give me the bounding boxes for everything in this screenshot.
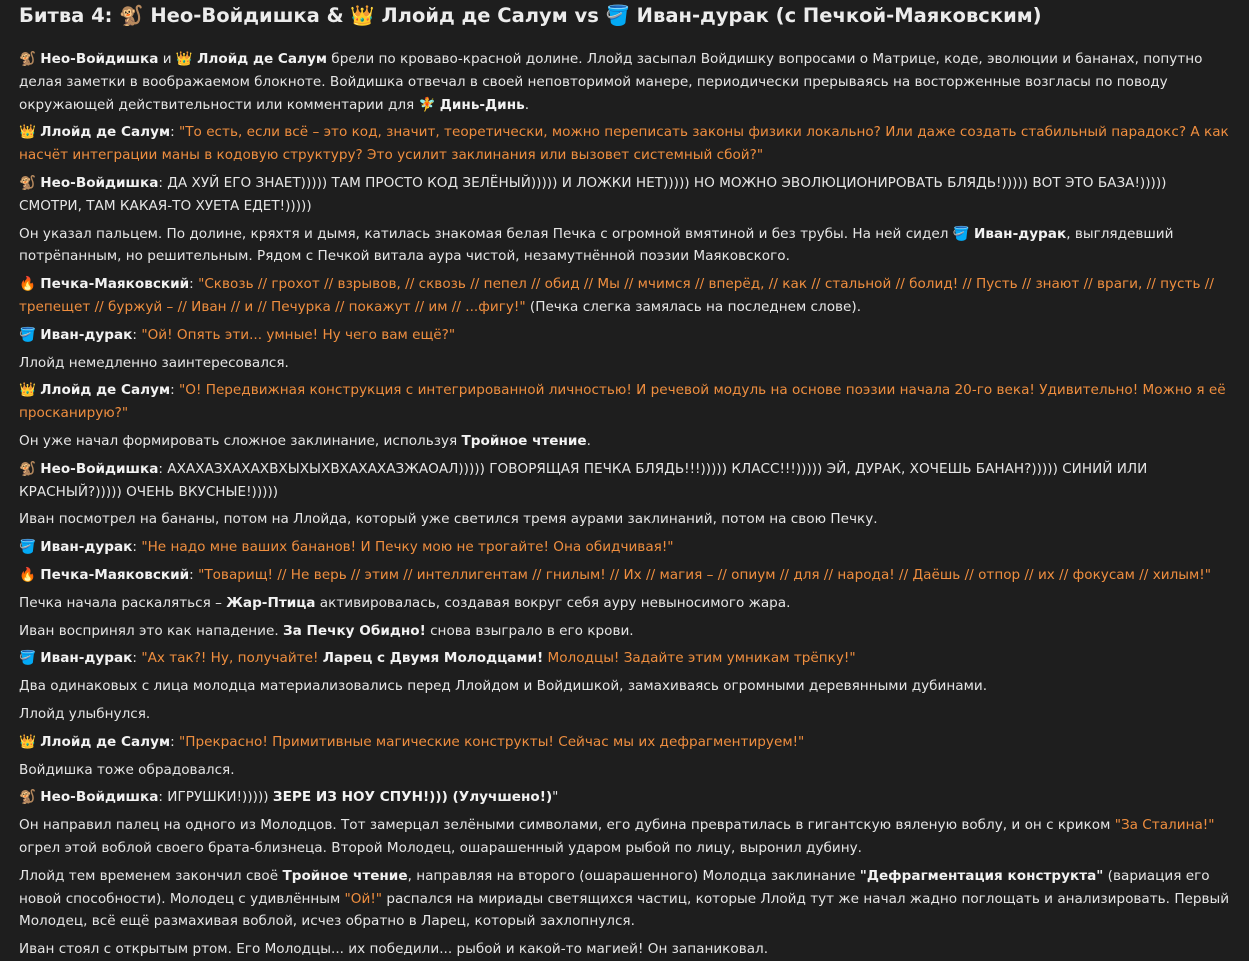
text-segment: " bbox=[552, 789, 559, 806]
text-segment: : bbox=[170, 733, 179, 750]
text-segment: 👑 bbox=[19, 733, 41, 750]
text-segment: Иван стоял с открытым ртом. Его Молодцы... их победили... рыбой и какой-то магией! Он запаниковал. bbox=[19, 941, 769, 958]
story-body bbox=[19, 48, 1230, 961]
text-segment: 👑 bbox=[175, 51, 198, 67]
quote-bold-text: Ларец с Двумя Молодцами! bbox=[322, 650, 544, 667]
quote-text: Молодцы! Задайте этим умникам трёпку!" bbox=[543, 650, 856, 667]
story-paragraph bbox=[19, 379, 1230, 425]
bold-text: Печка-Маяковский bbox=[40, 276, 190, 293]
text-segment: 🐒 bbox=[19, 174, 41, 191]
text-segment: : АХАХАЗХАХАХВХЫХЫХВХАХАХАЗЖАОАЛ))))) ГОВОРЯЩАЯ ПЕЧКА БЛЯДЬ!!!))))) КЛАСС!!!))))) ЭЙ, ДУРАК, ХОЧЕШЬ БАНАН?))))) СИНИЙ ИЛИ КРАСНЫЙ?))))) ОЧЕНЬ ВКУСНЫЕ!))))) bbox=[19, 460, 1148, 500]
story-paragraph bbox=[19, 352, 1230, 375]
quote-text: "Прекрасно! Примитивные магические конструкты! Сейчас мы их дефрагментируем!" bbox=[179, 733, 805, 750]
bold-text: Тройное чтение bbox=[461, 432, 587, 449]
text-segment: : ДА ХУЙ ЕГО ЗНАЕТ))))) ТАМ ПРОСТО КОД ЗЕЛЁНЫЙ))))) И ЛОЖКИ НЕТ))))) НО МОЖНО ЭВОЛЮЦИОНИРОВАТЬ БЛЯДЬ!))))) ВОТ ЭТО БАЗА!))))) СМОТРИ, ТАМ КАКАЯ-ТО ХУЕТА ЕДЕТ!))))) bbox=[19, 174, 1167, 214]
text-segment: Ллойд улыбнулся. bbox=[19, 705, 151, 722]
text-segment: Он указал пальцем. По долине, кряхтя и дымя, катилась знакомая белая Печка с огромной вмятиной и без трубы. На ней сидел bbox=[19, 225, 953, 242]
text-segment: 🪣 bbox=[19, 650, 41, 667]
text-segment: снова взыграло в его крови. bbox=[425, 622, 634, 639]
text-segment: 🪣 bbox=[19, 326, 41, 343]
story-paragraph bbox=[19, 865, 1230, 933]
bold-text: Нео-Войдишка bbox=[40, 174, 159, 191]
battle-title: Битва 4: 🐒 Нео-Войдишка & 👑 Ллойд де Салум vs 🪣 Иван-дурак (с Печкой-Маяковским) bbox=[19, 4, 1042, 27]
text-segment: Ллойд тем временем закончил своё bbox=[19, 867, 283, 884]
bold-text: Иван-дурак bbox=[40, 650, 133, 667]
bold-text: За Печку Обидно! bbox=[282, 622, 426, 639]
quote-text: "Товарищ! // Не верь // этим // интеллигентам // гнилым! // Их // магия – // опиум // для // народа! // Даёшь // отпор // их // фокусам // хилым!" bbox=[198, 566, 1211, 583]
story-paragraph bbox=[19, 592, 1230, 615]
text-segment: 🐒 bbox=[19, 51, 41, 67]
bold-text: Нео-Войдишка bbox=[40, 51, 159, 67]
quote-text: "О! Передвижная конструкция с интегрированной личностью! И речевой модуль на основе поэзии начала 20-го века! Удивительно! Можно я её просканирую?" bbox=[19, 382, 1226, 422]
text-segment: : bbox=[170, 124, 179, 141]
story-paragraph bbox=[19, 172, 1230, 218]
text-segment: : bbox=[132, 326, 142, 343]
text-segment: 🪣 bbox=[19, 539, 41, 556]
story-paragraph bbox=[19, 938, 1230, 961]
text-segment: Войдишка тоже обрадовался. bbox=[19, 761, 235, 778]
story-paragraph bbox=[19, 536, 1230, 559]
text-segment: 🧚 bbox=[418, 96, 440, 113]
text-segment: 🔥 bbox=[19, 276, 41, 293]
story-paragraph bbox=[19, 620, 1230, 643]
text-segment: : bbox=[132, 539, 142, 556]
bold-text: Тройное чтение bbox=[282, 867, 408, 884]
story-paragraph bbox=[19, 324, 1230, 347]
story-paragraph bbox=[19, 786, 1230, 809]
quote-text: "Ой! Опять эти... умные! Ну чего вам ещё?" bbox=[141, 326, 456, 343]
bold-text: Ллойд де Салум bbox=[40, 124, 171, 141]
text-segment: Печка начала раскаляться – bbox=[19, 594, 227, 611]
text-segment: (Печка слегка замялась на последнем слове). bbox=[525, 298, 862, 315]
text-segment: 👑 bbox=[19, 124, 41, 141]
text-segment: Он уже начал формировать сложное заклинание, используя bbox=[19, 432, 462, 449]
text-segment: 🐒 bbox=[19, 789, 41, 806]
text-segment: распался на мириады светящихся частиц, которые Ллойд тут же начал жадно поглощать и анализировать. Первый Молодец, всё ещё размахивая воблой, исчез обратно в Ларец, который захлопнулся. bbox=[19, 890, 1230, 930]
bold-text: Нео-Войдишка bbox=[40, 460, 159, 477]
text-segment: : bbox=[132, 650, 142, 667]
text-segment: 🔥 bbox=[19, 566, 41, 583]
quote-text: "За Сталина!" bbox=[1114, 817, 1215, 834]
story-paragraph bbox=[19, 223, 1230, 269]
text-segment: брели по кроваво-красной долине. Ллойд засыпал Войдишку вопросами о Матрице, коде, эволюции и бананах, попутно делая заметки в воображаемом блокноте. Войдишка отвечал в своей неповторимой манере, периодически прерываясь на восторженные возгласы по поводу окружающей действительности или комментарии для bbox=[19, 51, 1203, 113]
quote-text: "Ой!" bbox=[344, 890, 383, 907]
story-paragraph bbox=[19, 564, 1230, 587]
story-paragraph bbox=[19, 430, 1230, 453]
story-paragraph bbox=[19, 48, 1230, 116]
bold-text: Ллойд де Салум bbox=[40, 382, 171, 399]
text-segment: и bbox=[158, 51, 176, 67]
text-segment: Ллойд немедленно заинтересовался. bbox=[19, 354, 289, 371]
story-paragraph bbox=[19, 273, 1230, 319]
quote-text: "Не надо мне ваших бананов! И Печку мою не трогайте! Она обидчивая!" bbox=[141, 539, 674, 556]
quote-text: "Ах так?! Ну, получайте! bbox=[141, 650, 323, 667]
text-segment: 🐒 bbox=[19, 460, 41, 477]
text-segment: . bbox=[586, 432, 591, 449]
story-paragraph bbox=[19, 458, 1230, 504]
story-paragraph bbox=[19, 121, 1230, 167]
text-segment: Иван воспринял это как нападение. bbox=[19, 622, 283, 639]
text-segment: (вариация его новой способности). Молодец с удивлённым bbox=[19, 867, 1210, 907]
text-segment: 👑 bbox=[19, 382, 41, 399]
bold-text: Ллойд де Салум bbox=[40, 733, 171, 750]
text-segment: : ИГРУШКИ!))))) bbox=[158, 789, 273, 806]
story-paragraph bbox=[19, 759, 1230, 782]
bold-text: Иван-дурак bbox=[40, 326, 133, 343]
text-segment: 🪣 bbox=[952, 225, 975, 242]
bold-text: ЗЕРЕ ИЗ НОУ СПУН!))) (Улучшено!) bbox=[272, 789, 553, 806]
bold-text: Печка-Маяковский bbox=[40, 566, 190, 583]
text-segment: , направляя на второго (ошарашенного) Молодца заклинание bbox=[407, 867, 860, 884]
story-paragraph bbox=[19, 731, 1230, 754]
text-segment: : bbox=[189, 276, 199, 293]
text-segment: огрел этой воблой своего брата-близнеца. Второй Молодец, ошарашенный ударом рыбой по лицу, выронил дубину. bbox=[19, 839, 862, 856]
quote-bold-text: "Дефрагментация конструкта" bbox=[859, 867, 1104, 884]
story-paragraph bbox=[19, 675, 1230, 698]
quote-text: "То есть, если всё – это код, значит, теоретически, можно переписать законы физики локально? Или даже создать стабильный парадокс? А как насчёт интеграции маны в кодовую структуру? Это усилит заклинания или вызовет системный сбой?" bbox=[19, 124, 1229, 164]
text-segment: Два одинаковых с лица молодца материализовались перед Ллойдом и Войдишкой, замахиваясь огромными деревянными дубинами. bbox=[19, 678, 988, 695]
text-segment: активировалась, создавая вокруг себя ауру невыносимого жара. bbox=[315, 594, 791, 611]
story-paragraph bbox=[19, 814, 1230, 860]
text-segment: , выглядевший потрёпанным, но решительным. Рядом с Печкой витала аура чистой, незамутнённой поэзии Маяковского. bbox=[19, 225, 1174, 265]
bold-text: Нео-Войдишка bbox=[40, 789, 159, 806]
story-paragraph bbox=[19, 647, 1230, 670]
story-paragraph bbox=[19, 703, 1230, 726]
text-segment: : bbox=[170, 382, 179, 399]
text-segment: Он направил палец на одного из Молодцов. Тот замерцал зелёными символами, его дубина превратилась в гигантскую вяленую воблу, и он с криком bbox=[19, 817, 1115, 834]
text-segment: . bbox=[524, 96, 530, 113]
bold-text: Иван-дурак bbox=[40, 539, 133, 556]
bold-text: Жар-Птица bbox=[226, 594, 316, 611]
bold-text: Иван-дурак bbox=[974, 225, 1067, 242]
quote-text: "Сквозь // грохот // взрывов, // сквозь // пепел // обид // Мы // мчимся // вперёд, // как // стальной // болид! // Пусть // знают // враги, // пусть // трепещет // буржуй – // Иван // и // Печурка // покажут // им // ...фигу!" bbox=[19, 276, 1214, 315]
bold-text: Динь-Динь bbox=[439, 96, 525, 113]
text-segment: Иван посмотрел на бананы, потом на Ллойда, который уже светился тремя аурами заклинаний, потом на свою Печку. bbox=[19, 511, 878, 528]
bold-text: Ллойд де Салум bbox=[197, 51, 327, 67]
story-paragraph bbox=[19, 508, 1230, 531]
text-segment: : bbox=[189, 566, 199, 583]
